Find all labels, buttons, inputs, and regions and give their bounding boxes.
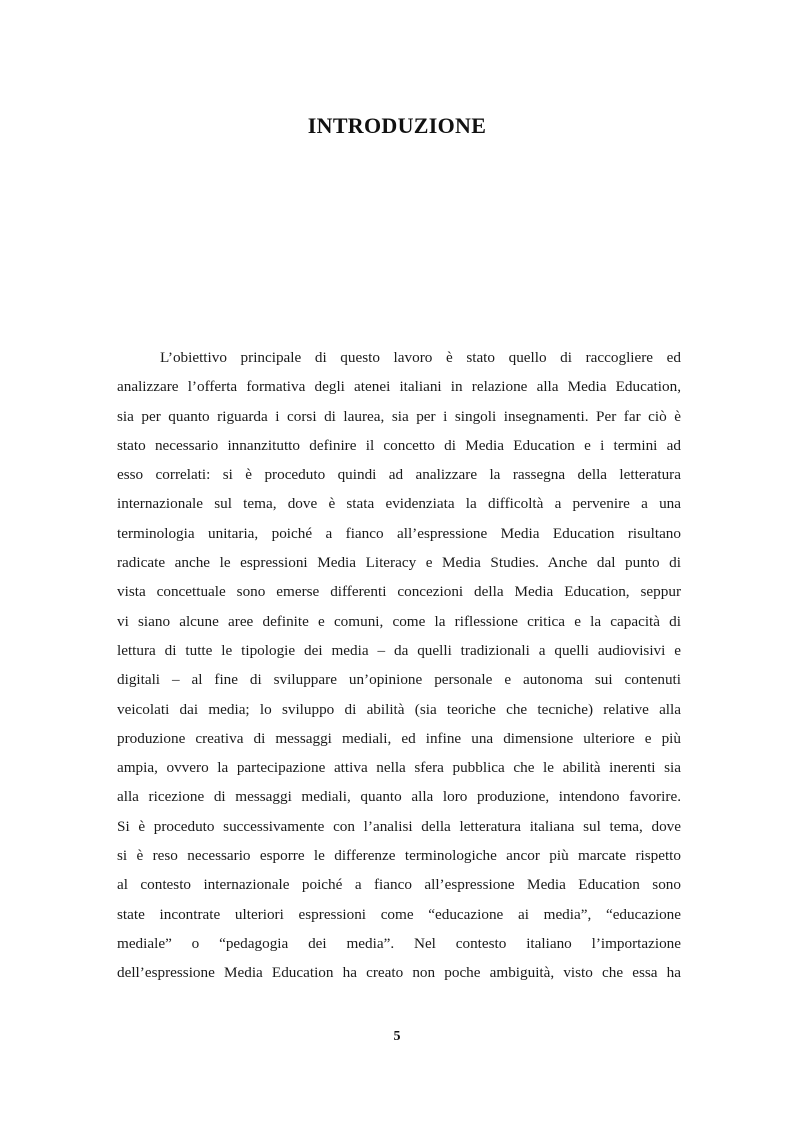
- paragraph-line: L’obiettivo principale di questo lavoro è stato quello di raccogliere ed: [160, 349, 681, 366]
- paragraph-line: mediale” o “pedagogia dei media”. Nel contesto italiano l’importazione: [117, 934, 681, 952]
- paragraph-line: digitali – al fine di sviluppare un’opinione personale e autonoma sui contenuti: [117, 671, 681, 689]
- paragraph-line: analizzare l’offerta formativa degli atenei italiani in relazione alla Media Education,: [117, 378, 681, 396]
- page-title: INTRODUZIONE: [307, 113, 487, 138]
- paragraph-line: al contesto internazionale poiché a fianco all’espressione Media Education sono: [117, 876, 681, 894]
- paragraph-line: terminologia unitaria, poiché a fianco all’espressione Media Education risultano: [117, 524, 681, 542]
- paragraph-line: esso correlati: si è proceduto quindi ad analizzare la rassegna della letteratura: [117, 466, 681, 484]
- paragraph-line: vista concettuale sono emerse differenti concezioni della Media Education, seppur: [117, 583, 681, 601]
- body-paragraph: [117, 343, 681, 988]
- paragraph-line: stato necessario innanzitutto definire il concetto di Media Education e i termini ad: [117, 436, 681, 454]
- paragraph-line: lettura di tutte le tipologie dei media – da quelli tradizionali a quelli audiovisivi e: [117, 641, 681, 659]
- paragraph-line: sia per quanto riguarda i corsi di laurea, sia per i singoli insegnamenti. Per far ciò è: [117, 407, 681, 425]
- paragraph-line: veicolati dai media; lo sviluppo di abilità (sia teoriche che tecniche) relative alla: [117, 700, 681, 718]
- paragraph-line: alla ricezione di messaggi mediali, quanto alla loro produzione, intendono favorire.: [117, 788, 681, 806]
- page-number: 5: [393, 1029, 401, 1044]
- paragraph-line: internazionale sul tema, dove è stata evidenziata la difficoltà a pervenire a una: [117, 495, 681, 513]
- paragraph-line: Si è proceduto successivamente con l’analisi della letteratura italiana sul tema, dove: [117, 817, 681, 835]
- paragraph-line: produzione creativa di messaggi mediali, ed infine una dimensione ulteriore e più: [117, 729, 681, 747]
- paragraph-line: si è reso necessario esporre le differenze terminologiche ancor più marcate rispetto: [117, 847, 681, 865]
- paragraph-line: state incontrate ulteriori espressioni come “educazione ai media”, “educazione: [117, 905, 681, 923]
- paragraph-line: vi siano alcune aree definite e comuni, come la riflessione critica e la capacità di: [117, 612, 681, 630]
- paragraph-line: ampia, ovvero la partecipazione attiva nella sfera pubblica che le abilità inerenti sia: [117, 759, 681, 777]
- paragraph-line: radicate anche le espressioni Media Literacy e Media Studies. Anche dal punto di: [117, 554, 681, 572]
- paragraph-line: dell’espressione Media Education ha creato non poche ambiguità, visto che essa ha: [117, 964, 681, 982]
